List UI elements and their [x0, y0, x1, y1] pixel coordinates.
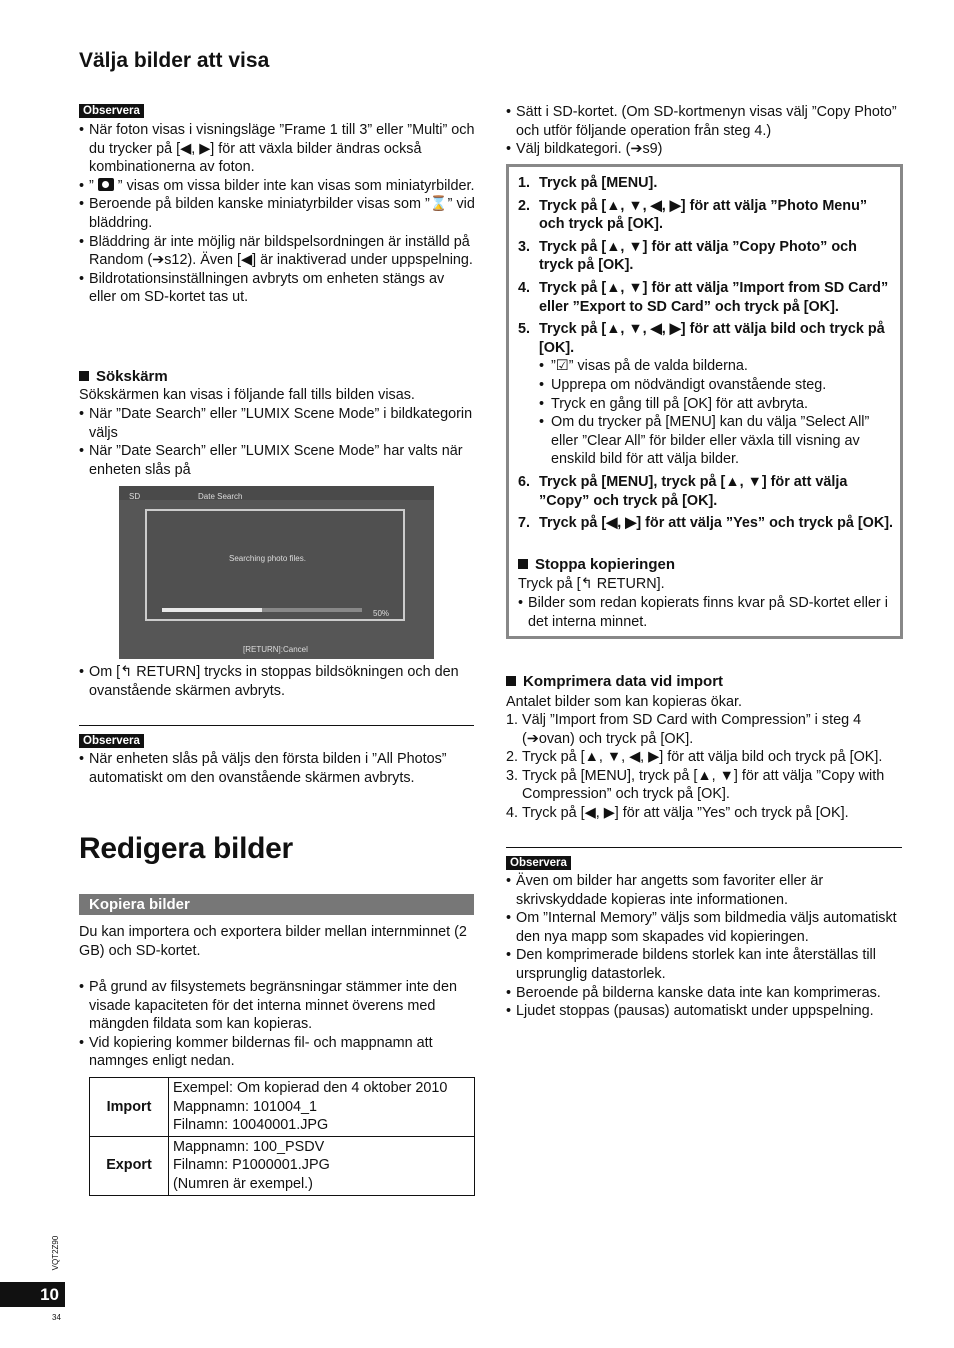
compress-steps	[506, 711, 902, 823]
compress-heading: Komprimera data vid import	[506, 673, 723, 692]
kopiera-heading: Kopiera bilder	[79, 894, 474, 915]
note-item: • Bildrotationsinställningen avbryts om enheten stängs av eller om SD-kortet tas ut.	[79, 270, 475, 307]
note-item: • Ljudet stoppas (pausas) automatiskt under uppspelning.	[506, 1002, 902, 1021]
doc-code: VQT2Z90	[51, 1235, 60, 1271]
return-note-list	[79, 663, 475, 700]
search-list	[79, 405, 475, 479]
stop-bullets	[518, 594, 894, 631]
steps-list	[518, 174, 894, 537]
step-item: 3. Tryck på [▲, ▼] för att välja ”Copy Photo” och tryck på [OK].	[518, 238, 857, 274]
compress-step: 3. Tryck på [MENU], tryck på [▲, ▼] för att välja ”Copy with Compression” och tryck på [OK].	[506, 767, 885, 803]
table-head: Import	[90, 1078, 169, 1137]
notes-list-2	[79, 750, 475, 787]
table-row	[90, 1136, 475, 1195]
notes-list-3	[506, 872, 902, 1021]
note-item: • Beroende på bilderna kanske data inte kan komprimeras.	[506, 984, 902, 1003]
observera-label: Observera	[506, 856, 571, 870]
sd-label: SD	[129, 492, 141, 501]
step5-bullet: • Tryck en gång till på [OK] för att avbryta.	[539, 395, 894, 414]
step5-bullet: • Om du trycker på [MENU] kan du välja ”Select All” eller ”Clear All” för bilder eller växla till visning av enskild bild för att välja bilder.	[539, 413, 894, 469]
copy-note: • Vid kopiering kommer bildernas fil- och mappnamn att namnges enligt nedan.	[79, 1034, 475, 1071]
compress-intro: Antalet bilder som kan kopieras ökar.	[506, 694, 742, 710]
step-item: 4. Tryck på [▲, ▼] för att välja ”Import from SD Card” eller ”Export to SD Card” och tryck på [OK].	[518, 279, 889, 315]
compress-step: 2. Tryck på [▲, ▼, ◀, ▶] för att välja bild och tryck på [OK].	[506, 749, 883, 766]
note-item: • När foton visas i visningsläge ”Frame 1 till 3” eller ”Multi” och du trycker på [◀, ▶] för att växla bilder ändras också kombinationerna av foton.	[79, 121, 475, 177]
step-item: 2. Tryck på [▲, ▼, ◀, ▶] för att välja ”Photo Menu” och tryck på [OK].	[518, 197, 868, 233]
top-notes	[506, 103, 902, 159]
search-heading: Sökskärm	[79, 368, 168, 387]
return-note: • Om [↰ RETURN] trycks in stoppas bildsökningen och den ovanstående skärmen avbryts.	[79, 663, 475, 700]
observera-label: Observera	[79, 104, 144, 118]
section-title: Välja bilder att visa	[79, 49, 270, 72]
table-row	[90, 1078, 475, 1137]
copy-note: • På grund av filsystemets begränsningar stämmer inte den visade kapaciteten för det interna minnet överens med mängden fildata som kan kopieras.	[79, 978, 475, 1034]
table-head: Export	[90, 1136, 169, 1195]
square-bullet-icon	[79, 371, 89, 381]
compress-step: 4. Tryck på [◀, ▶] för att välja ”Yes” och tryck på [OK].	[506, 804, 849, 821]
note-item: • Om ”Internal Memory” väljs som bildmedia väljs automatiskt den nya mapp som skapades vid kopieringen.	[506, 909, 902, 946]
square-bullet-icon	[518, 559, 528, 569]
step-item: 1. Tryck på [MENU].	[518, 175, 658, 191]
step5-bullets	[539, 357, 894, 469]
note-item: • Den komprimerade bildens storlek kan inte återställas till ursprunglig datastorlek.	[506, 946, 902, 983]
stop-line: Tryck på [↰ RETURN].	[518, 576, 665, 592]
step-item: 5. Tryck på [▲, ▼, ◀, ▶] för att välja bild och tryck på [OK]. • ”☑” visas på de valda bilderna. • Upprepa om nödvändigt ovanstående steg. • Tryck en gång till på [OK] för att avbryta. • Om du trycker på [MENU] kan du välja ”Select All” eller ”Clear All” för bilder eller växla till visning av enskild bild för att välja bilder.	[518, 320, 894, 469]
top-note: • Välj bildkategori. (➔s9)	[506, 140, 902, 159]
stop-bullet: • Bilder som redan kopierats finns kvar på SD-kortet eller i det interna minnet.	[518, 594, 894, 631]
divider	[79, 725, 474, 726]
progress-percent: 50%	[373, 609, 390, 618]
step5-bullet: • Upprepa om nödvändigt ovanstående steg.	[539, 376, 894, 395]
progress-track	[162, 608, 362, 612]
page-number: 10	[0, 1282, 65, 1307]
step5-bullet: • ”☑” visas på de valda bilderna.	[539, 357, 894, 376]
divider	[506, 847, 902, 848]
camera-icon	[98, 178, 114, 191]
step-item: 6. Tryck på [MENU], tryck på [▲, ▼] för att välja ”Copy” och tryck på [OK].	[518, 473, 848, 509]
note-item: • När enheten slås på väljs den första bilden i ”All Photos” automatiskt om den ovanstående skärmen avbryts.	[79, 750, 475, 787]
note-item: • Beroende på bilden kanske miniatyrbilder visas som ”⌛” vid bläddring.	[79, 195, 475, 232]
copy-intro: Du kan importera och exportera bilder mellan internminnet (2 GB) och SD-kortet.	[79, 924, 467, 959]
note-item: • Bläddring är inte möjlig när bildspelsordningen är inställd på Random (➔s12). Även [◀] är inaktiverad under uppspelning.	[79, 233, 475, 270]
search-screen	[119, 486, 434, 659]
note-item: • Även om bilder har angetts som favoriter eller är skrivskyddade kopieras inte informationen.	[506, 872, 902, 909]
sub-page-number: 34	[52, 1313, 61, 1322]
notes-list-1	[79, 121, 475, 307]
copy-notes	[79, 978, 475, 1071]
stop-heading: Stoppa kopieringen	[518, 556, 675, 575]
screen-title: Date Search	[198, 492, 243, 501]
note-item: • ” ” visas om vissa bilder inte kan visas som miniatyrbilder.	[79, 177, 475, 196]
search-intro: Sökskärmen kan visas i följande fall tills bilden visas.	[79, 387, 415, 403]
observera-label: Observera	[79, 734, 144, 748]
search-item: • När ”Date Search” eller ”LUMIX Scene Mode” har valts när enheten slås på	[79, 442, 475, 479]
step-item: 7. Tryck på [◀, ▶] för att välja ”Yes” och tryck på [OK].	[518, 515, 894, 532]
cancel-hint: [RETURN]:Cancel	[243, 645, 308, 654]
search-item: • När ”Date Search” eller ”LUMIX Scene Mode” i bildkategorin väljs	[79, 405, 475, 442]
searching-text: Searching photo files.	[229, 554, 306, 563]
table-cell: Mappnamn: 100_PSDV Filnamn: P1000001.JPG (Numren är exempel.)	[169, 1136, 475, 1195]
naming-table	[89, 1077, 475, 1196]
progress-fill	[162, 608, 262, 612]
top-note: • Sätt i SD-kortet. (Om SD-kortmenyn visas välj ”Copy Photo” och utför följande operation från steg 4.)	[506, 103, 902, 140]
page-title: Redigera bilder	[79, 832, 293, 865]
square-bullet-icon	[506, 676, 516, 686]
compress-step: 1. Välj ”Import from SD Card with Compression” i steg 4 (➔ovan) och tryck på [OK].	[506, 712, 862, 747]
table-cell: Exempel: Om kopierad den 4 oktober 2010 Mappnamn: 101004_1 Filnamn: 10040001.JPG	[169, 1078, 475, 1137]
